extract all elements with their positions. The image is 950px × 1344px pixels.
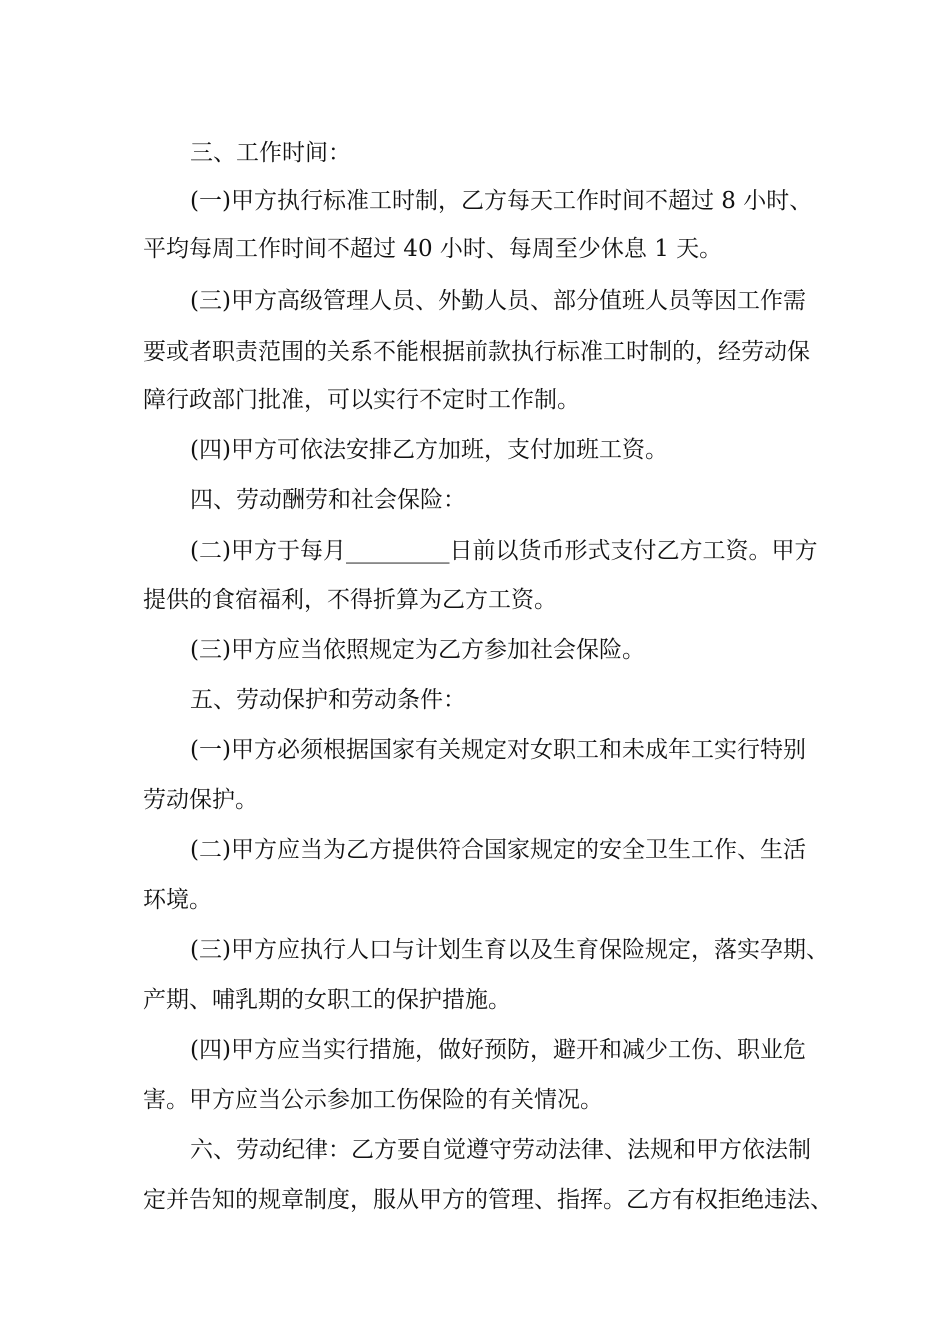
paragraph-line: (一)甲方必须根据国家有关规定对女职工和未成年工实行特别 — [190, 737, 806, 763]
section-heading-pay-insurance: 四、劳动酬劳和社会保险： — [190, 487, 466, 513]
paragraph-line: 平均每周工作时间不超过 40 小时、每周至少休息 1 天。 — [143, 236, 723, 262]
paragraph-line: (四)甲方应当实行措施，做好预防，避开和减少工伤、职业危 — [190, 1037, 806, 1063]
paragraph-line: 定并告知的规章制度，服从甲方的管理、指挥。乙方有权拒绝违法、 — [143, 1187, 833, 1213]
section-heading-labor-discipline: 六、劳动纪律：乙方要自觉遵守劳动法律、法规和甲方依法制 — [190, 1137, 811, 1163]
paragraph-line: (二)甲方应当为乙方提供符合国家规定的安全卫生工作、生活 — [190, 837, 806, 863]
paragraph-line: 障行政部门批准，可以实行不定时工作制。 — [143, 387, 580, 413]
paragraph-line: (三)甲方应当依照规定为乙方参加社会保险。 — [190, 637, 645, 663]
paragraph-line: 劳动保护。 — [143, 787, 258, 813]
section-heading-work-hours: 三、工作时间： — [190, 140, 351, 166]
section-heading-labor-protection: 五、劳动保护和劳动条件： — [190, 687, 466, 713]
paragraph-line: 害。甲方应当公示参加工伤保险的有关情况。 — [143, 1087, 603, 1113]
paragraph-line: (一)甲方执行标准工时制，乙方每天工作时间不超过 8 小时、 — [190, 188, 813, 214]
paragraph-line: 要或者职责范围的关系不能根据前款执行标准工时制的，经劳动保 — [143, 339, 810, 365]
paragraph-line: (三)甲方高级管理人员、外勤人员、部分值班人员等因工作需 — [190, 288, 806, 314]
paragraph-line: 提供的食宿福利，不得折算为乙方工资。 — [143, 587, 557, 613]
paragraph-line: (二)甲方于每月_________日前以货币形式支付乙方工资。甲方 — [190, 538, 818, 564]
paragraph-line: (四)甲方可依法安排乙方加班，支付加班工资。 — [190, 437, 668, 463]
paragraph-line: (三)甲方应执行人口与计划生育以及生育保险规定，落实孕期、 — [190, 937, 829, 963]
paragraph-line: 环境。 — [143, 887, 212, 913]
paragraph-line: 产期、哺乳期的女职工的保护措施。 — [143, 987, 511, 1013]
